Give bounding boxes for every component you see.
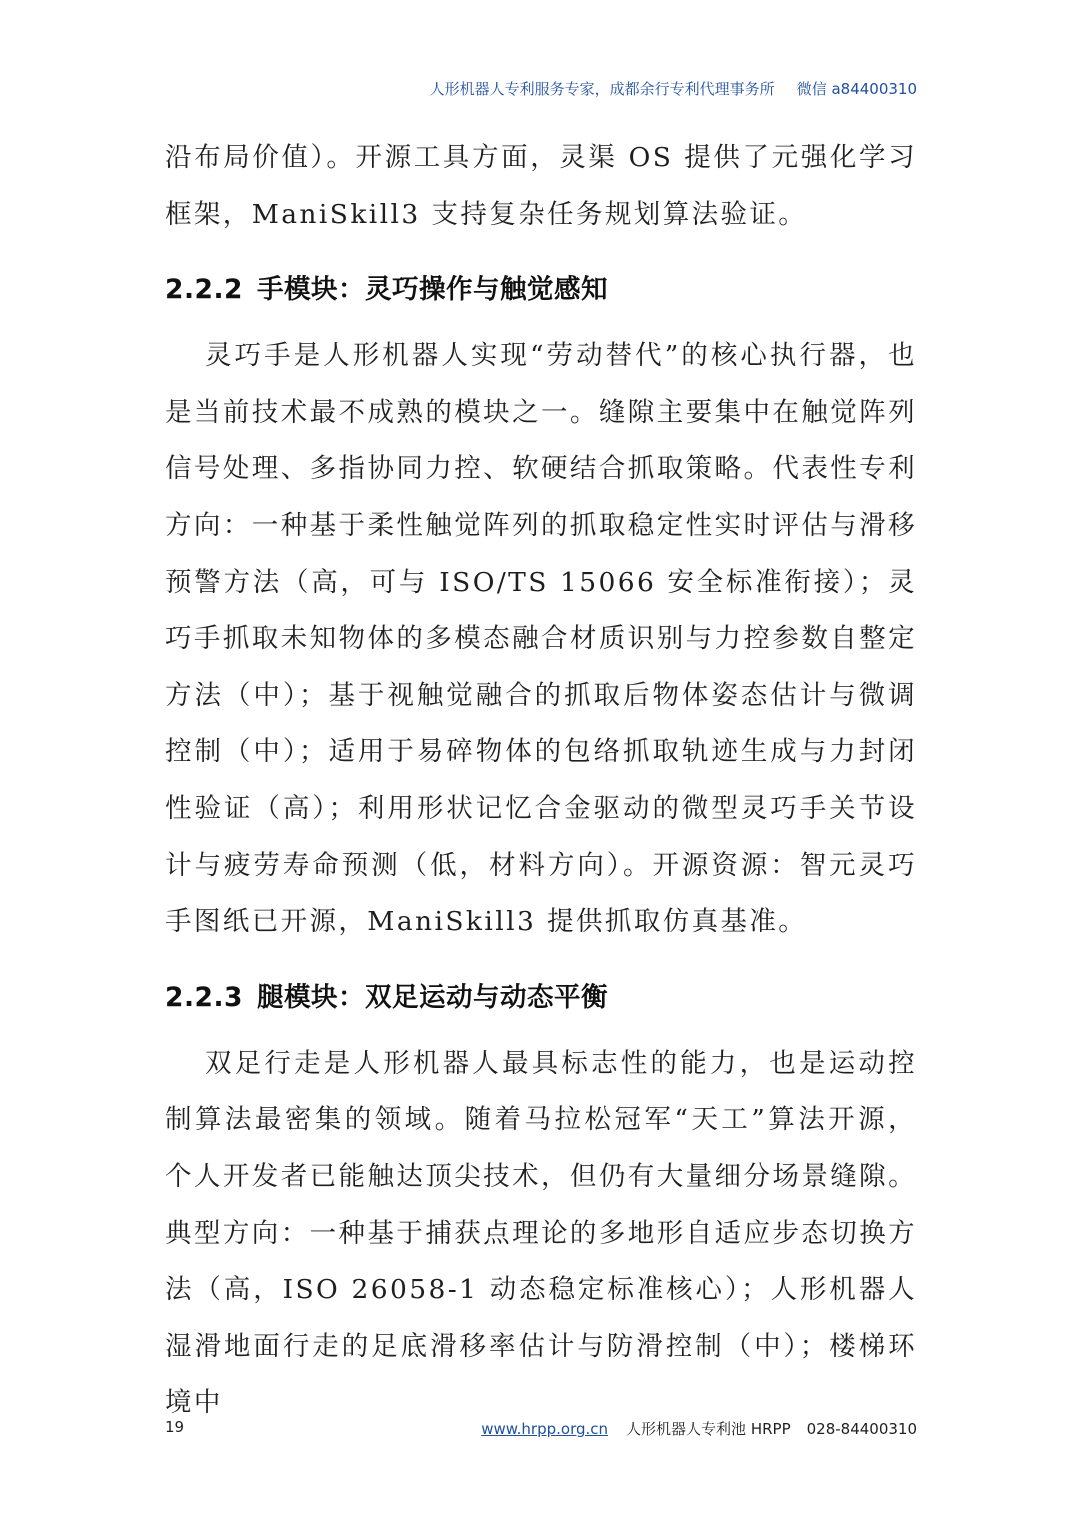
page-number: 19 bbox=[165, 1418, 185, 1436]
section-number: 2.2.3 bbox=[165, 981, 243, 1013]
section-heading-2-2-2 bbox=[165, 267, 917, 306]
section-title: 手模块：灵巧操作与触觉感知 bbox=[256, 274, 608, 306]
footer-phone: 028-84400310 bbox=[806, 1420, 917, 1438]
paragraph-intro: 沿布局价值）。开源工具方面，灵渠 OS 提供了元强化学习框架，ManiSkill3 支持复杂任务规划算法验证。 bbox=[165, 142, 917, 230]
paragraph-leg-module: 双足行走是人形机器人最具标志性的能力，也是运动控制算法最密集的领域。随着马拉松冠军“天工”算法开源，个人开发者已能触达顶尖技术，但仍有大量细分场景缝隙。典型方向：一种基于捕获点理论的多地形自适应步态切换方法（高，ISO 26058-1 动态稳定标准核心）；人形机器人湿滑地面行走的足底滑移率估计与防滑控制（中）；楼梯环境中 bbox=[165, 1047, 917, 1419]
page-content bbox=[165, 130, 917, 1432]
section-title: 腿模块：双足运动与动态平衡 bbox=[256, 981, 608, 1013]
footer-org: 人形机器人专利池 HRPP bbox=[626, 1420, 791, 1438]
footer-link[interactable]: www.hrpp.org.cn bbox=[481, 1420, 609, 1438]
paragraph-hand-module: 灵巧手是人形机器人实现“劳动替代”的核心执行器，也是当前技术最不成熟的模块之一。缝隙主要集中在触觉阵列信号处理、多指协同力控、软硬结合抓取策略。代表性专利方向：一种基于柔性触觉阵列的抓取稳定性实时评估与滑移预警方法（高，可与 ISO/TS 15066 安全标准衔接）；灵巧手抓取未知物体的多模态融合材质识别与力控参数自整定方法（中）；基于视触觉融合的抓取后物体姿态估计与微调控制（中）；适用于易碎物体的包络抓取轨迹生成与力封闭性验证（高）；利用形状记忆合金驱动的微型灵巧手关节设计与疲劳寿命预测（低，材料方向）。开源资源：智元灵巧手图纸已开源，ManiSkill3 提供抓取仿真基准。 bbox=[165, 340, 917, 938]
header-wechat: 微信 a84400310 bbox=[796, 80, 917, 98]
section-heading-2-2-3 bbox=[165, 975, 917, 1014]
section-number: 2.2.2 bbox=[165, 274, 243, 306]
page-header bbox=[430, 78, 917, 99]
header-title: 人形机器人专利服务专家，成都余行专利代理事务所 bbox=[429, 80, 775, 98]
